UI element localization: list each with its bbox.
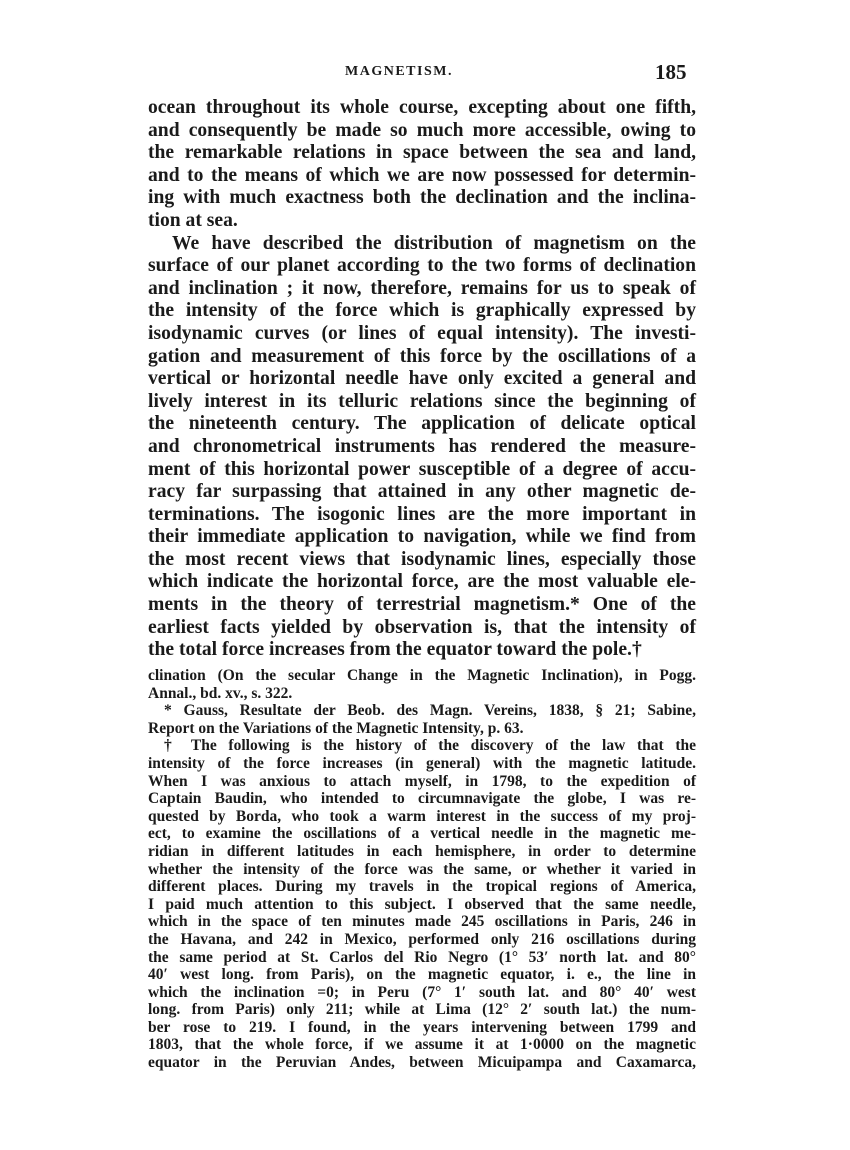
footnote-line: Report on the Variations of the Magnetic Intensity, p. 63. — [148, 719, 524, 737]
running-head — [0, 60, 850, 88]
body-line: tion at sea. — [148, 209, 238, 231]
body-line: the intensity of the force which is graphically expressed by — [148, 300, 696, 322]
page-number: 185 — [655, 60, 687, 84]
footnote-line: long. from Paris) only 211; while at Lima (12° 2′ south lat.) the num- — [148, 1001, 696, 1019]
footnote-line: 1803, that the whole force, if we assume it at 1·0000 on the magnetic — [148, 1036, 696, 1054]
footnote-line: ridian in different latitudes in each hemisphere, in order to determine — [148, 842, 696, 860]
running-title: MAGNETISM. — [345, 64, 453, 79]
body-line: ocean throughout its whole course, excepting about one fifth, — [148, 97, 696, 118]
footnote-line: which in the space of ten minutes made 245 oscillations in Paris, 246 in — [148, 913, 696, 931]
body-line: the most recent views that isodynamic lines, especially those — [148, 548, 696, 570]
footnote-line: equator in the Peruvian Andes, between Micuipampa and Caxamarca, — [148, 1054, 696, 1072]
footnote-line: * Gauss, Resultate der Beob. des Magn. Vereins, 1838, § 21; Sabine, — [164, 702, 696, 720]
body-line: and consequently be made so much more accessible, owing to — [148, 119, 696, 141]
footnote-line: Annal., bd. xv., s. 322. — [148, 684, 293, 702]
body-line: terminations. The isogonic lines are the more important in — [148, 503, 696, 525]
body-line: ment of this horizontal power susceptible of a degree of accu- — [148, 458, 696, 480]
body-line: isodynamic curves (or lines of equal intensity). The investi- — [148, 322, 696, 344]
footnote-line: intensity of the force increases (in general) with the magnetic latitude. — [148, 754, 696, 772]
body-line: and chronometrical instruments has rendered the measure- — [148, 435, 696, 457]
body-line: lively interest in its telluric relations since the beginning of — [148, 390, 696, 412]
body-line: the nineteenth century. The application of delicate optical — [148, 413, 696, 435]
body-line: racy far surpassing that attained in any other magnetic de- — [148, 481, 696, 503]
body-text — [148, 97, 696, 662]
body-line: and to the means of which we are now possessed for determin- — [148, 164, 696, 186]
footnote-line: ber rose to 219. I found, in the years intervening between 1799 and — [148, 1018, 696, 1036]
body-line: and inclination ; it now, therefore, remains for us to speak of — [148, 277, 696, 299]
footnote-line: clination (On the secular Change in the Magnetic Inclination), in Pogg. — [148, 667, 696, 684]
footnote-line: the Havana, and 242 in Mexico, performed only 216 oscillations during — [148, 930, 696, 948]
body-line: the total force increases from the equator toward the pole.† — [148, 639, 642, 661]
footnote-line: different places. During my travels in the tropical regions of America, — [148, 878, 696, 896]
body-line: ing with much exactness both the declination and the inclina- — [148, 187, 696, 209]
footnotes — [148, 667, 696, 1072]
footnote-line: I paid much attention to this subject. I observed that the same needle, — [148, 895, 696, 913]
body-line: the remarkable relations in space between the sea and land, — [148, 142, 696, 164]
body-line: gation and measurement of this force by the oscillations of a — [148, 345, 696, 367]
footnote-line: ect, to examine the oscillations of a vertical needle in the magnetic me- — [148, 825, 696, 843]
footnote-line: 40′ west long. from Paris), on the magnetic equator, i. e., the line in — [148, 966, 696, 984]
footnote-line: whether the intensity of the force was the same, or whether it varied in — [148, 860, 696, 878]
footnote-line: Captain Baudin, who intended to circumnavigate the globe, I was re- — [148, 790, 696, 808]
footnote-line: the same period at St. Carlos del Rio Negro (1° 53′ north lat. and 80° — [148, 948, 696, 966]
body-line: surface of our planet according to the two forms of declination — [148, 255, 696, 277]
body-line: which indicate the horizontal force, are the most valuable ele- — [148, 571, 696, 593]
footnote-line: When I was anxious to attach myself, in 1798, to the expedition of — [148, 772, 696, 790]
body-line: We have described the distribution of magnetism on the — [172, 232, 696, 254]
body-line: vertical or horizontal needle have only excited a general and — [148, 368, 696, 390]
footnote-line: quested by Borda, who took a warm interest in the success of my proj- — [148, 807, 696, 825]
body-line: ments in the theory of terrestrial magnetism.* One of the — [148, 594, 696, 616]
body-line: earliest facts yielded by observation is, that the intensity of — [148, 616, 696, 638]
footnote-line: † The following is the history of the discovery of the law that the — [164, 737, 696, 755]
footnote-line: which the inclination =0; in Peru (7° 1′ south lat. and 80° 40′ west — [148, 983, 696, 1001]
body-line: their immediate application to navigation, while we find from — [148, 526, 696, 548]
